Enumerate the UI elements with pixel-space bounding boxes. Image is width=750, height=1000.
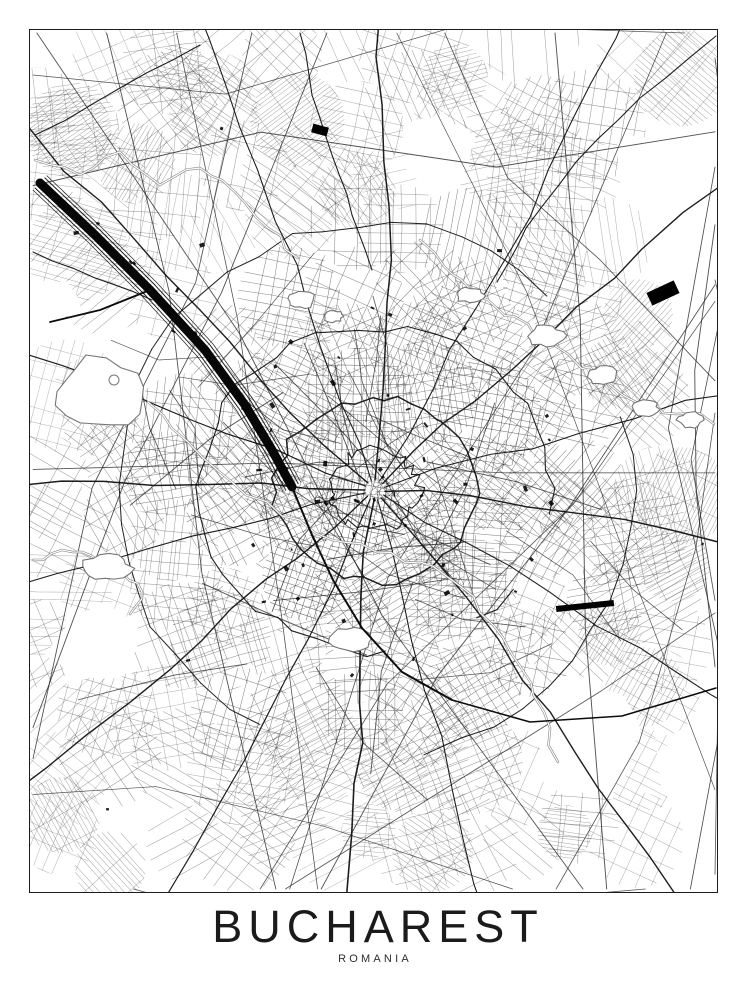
country-subtitle: ROMANIA: [338, 953, 412, 965]
map-frame: [29, 29, 718, 893]
bucharest-street-map: [30, 30, 717, 892]
poster-title-block: [0, 901, 750, 952]
city-title: BUCHAREST: [212, 901, 544, 952]
